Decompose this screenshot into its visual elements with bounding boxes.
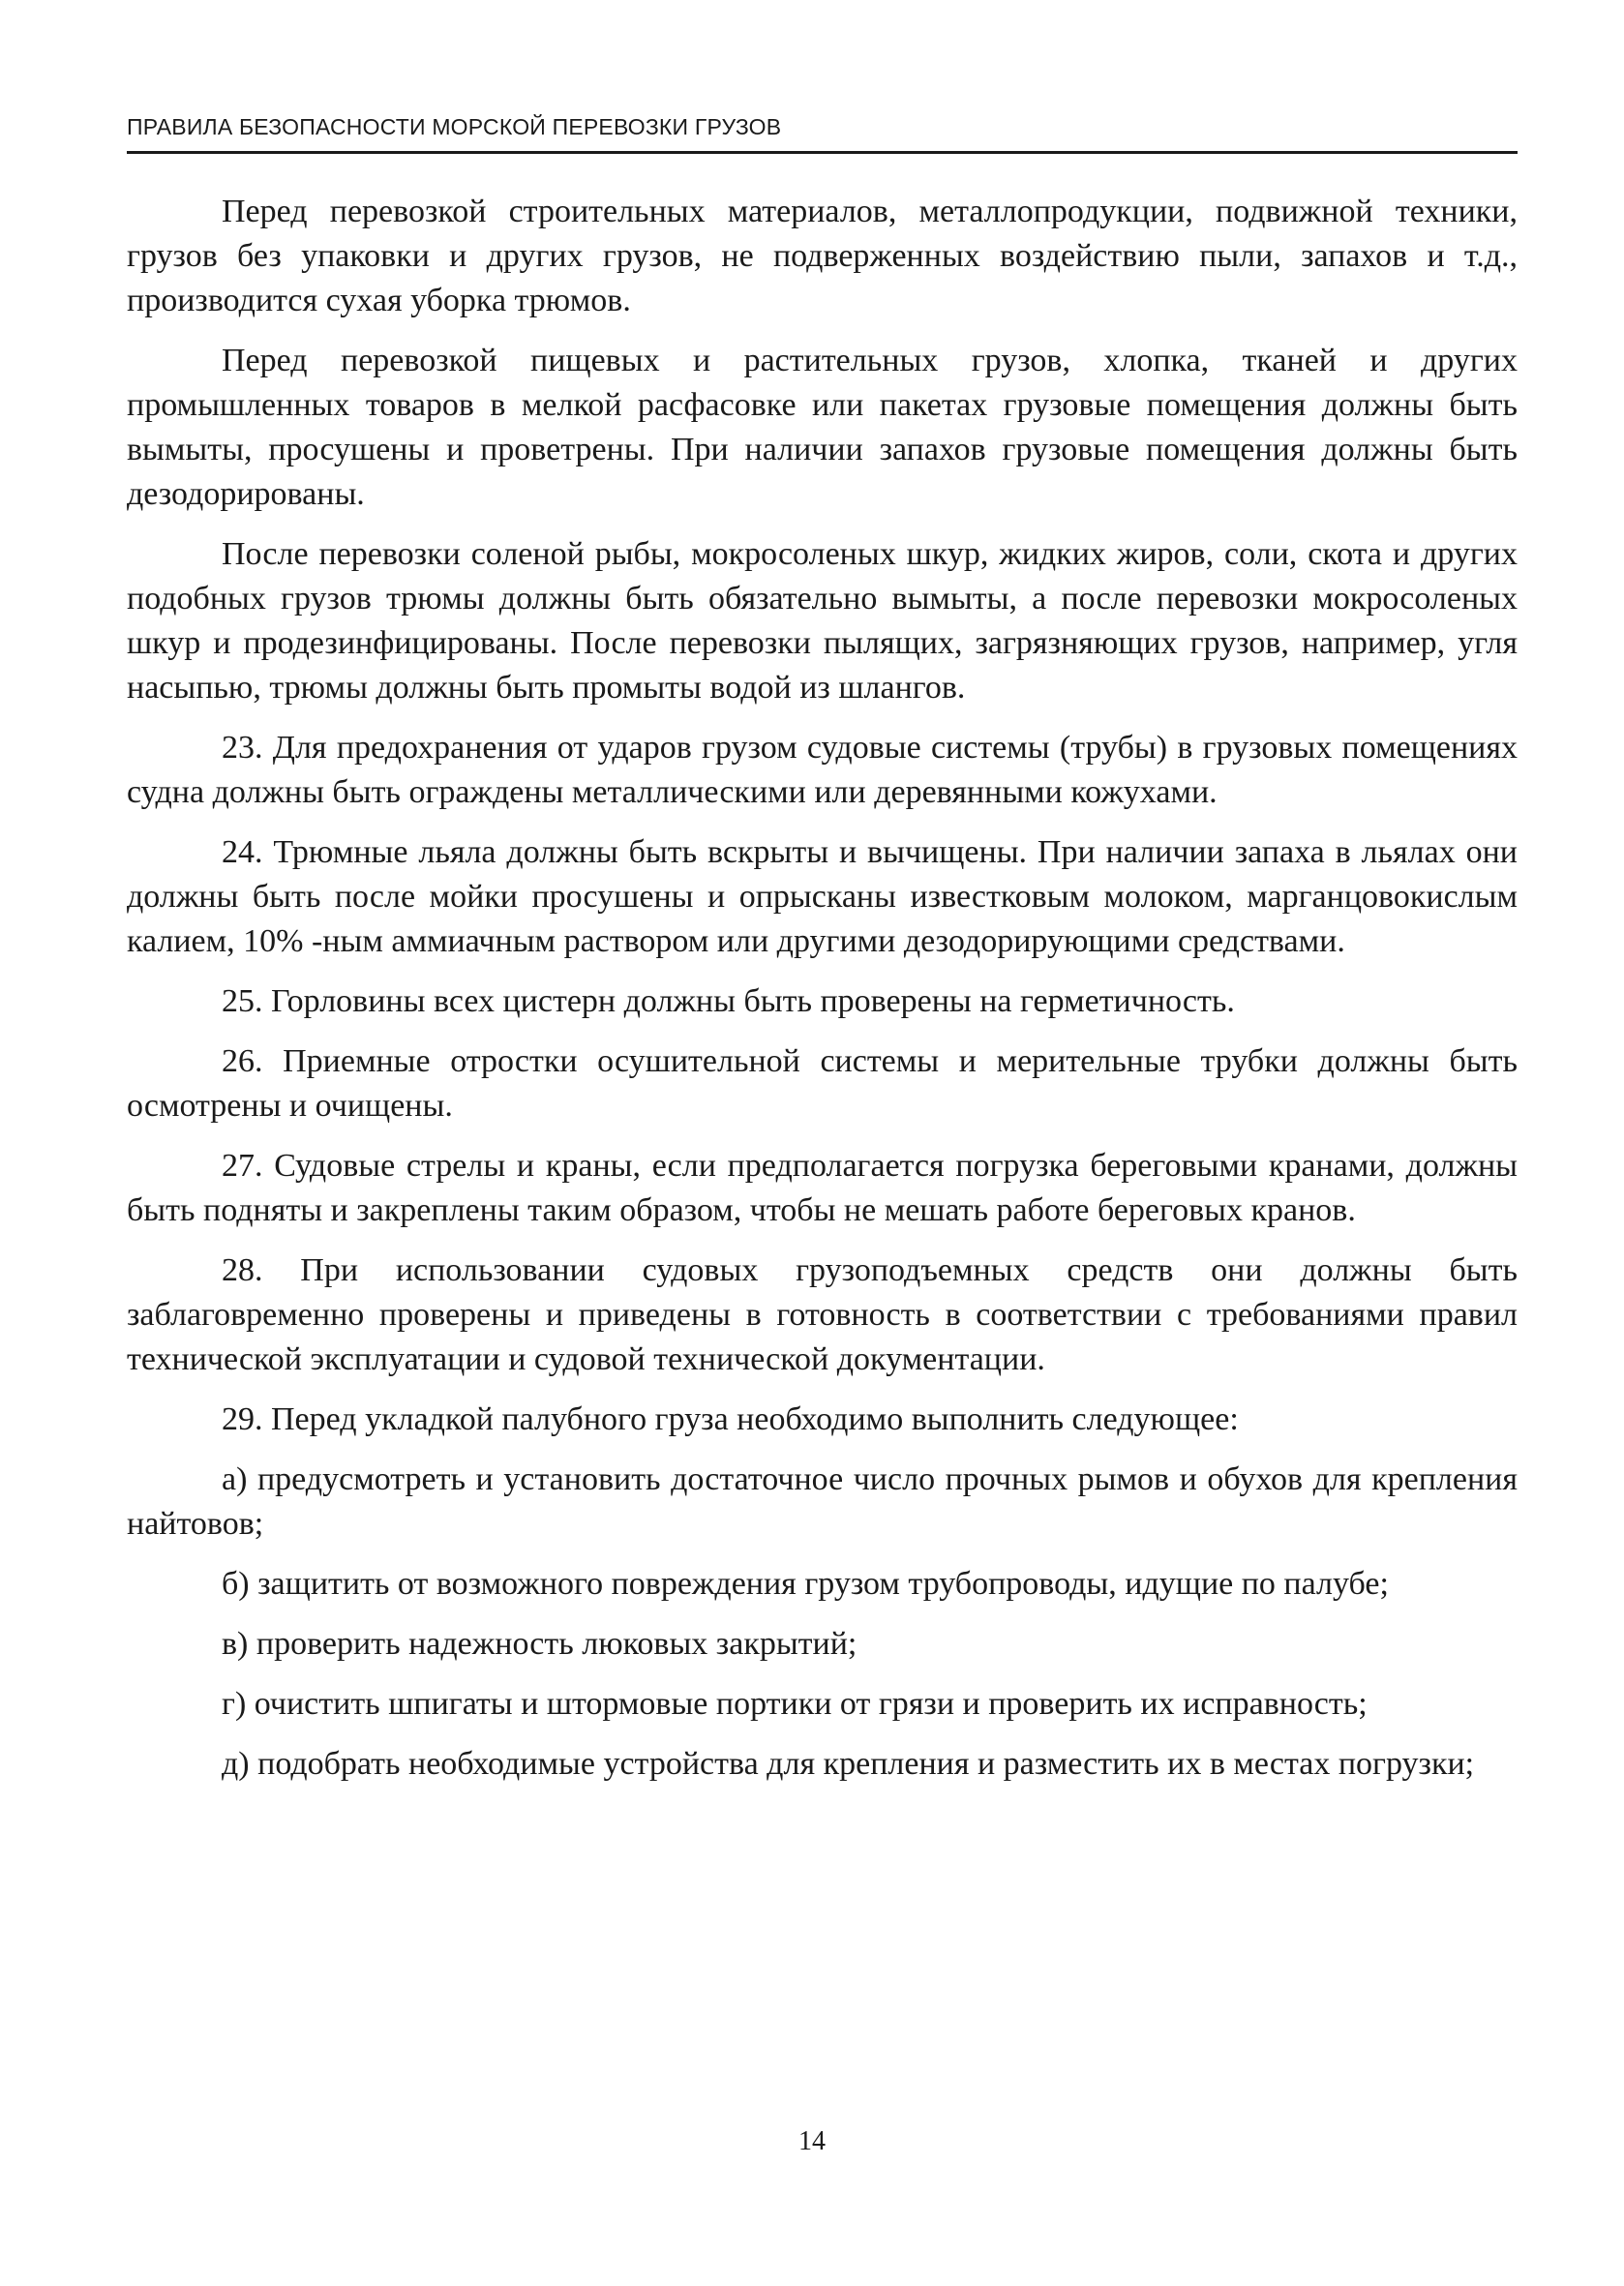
paragraph-item-25: 25. Горловины всех цистерн должны быть проверены на герметичность.	[222, 983, 1235, 1019]
body-text	[127, 190, 1518, 1802]
list-item-d: д) подобрать необходимые устройства для крепления и разместить их в местах погрузки;	[222, 1746, 1475, 1782]
paragraph-item-23: 23. Для предохранения от ударов грузом судовые системы (трубы) в грузовых помещениях судна должны быть ограждены металлическими или деревянными кожухами.	[127, 730, 1518, 810]
page-number: 14	[798, 2126, 826, 2156]
paragraph-after-transport: После перевозки соленой рыбы, мокросоленых шкур, жидких жиров, соли, скота и других подобных грузов трюмы должны быть обязательно вымыты, а после перевозки мокросоленых шкур и продезинфицированы. После перевозки пылящих, загрязняющих грузов, например, угля насыпью, трюмы должны быть промыты водой из шлангов.	[127, 536, 1518, 706]
paragraph-item-28: 28. При использовании судовых грузоподъемных средств они должны быть заблаговременно проверены и приведены в готовность в соответствии с требованиями правил технической эксплуатации и судовой технической документации.	[127, 1252, 1518, 1377]
running-header: ПРАВИЛА БЕЗОПАСНОСТИ МОРСКОЙ ПЕРЕВОЗКИ ГРУЗОВ	[127, 114, 782, 139]
header-rule	[127, 151, 1518, 154]
list-item-g: г) очистить шпигаты и штормовые портики от грязи и проверить их исправность;	[222, 1686, 1368, 1722]
paragraph-item-27: 27. Судовые стрелы и краны, если предполагается погрузка береговыми кранами, должны быть подняты и закреплены таким образом, чтобы не мешать работе береговых кранов.	[127, 1148, 1518, 1228]
paragraph-dry-cleaning: Перед перевозкой строительных материалов, металлопродукции, подвижной техники, грузов без упаковки и других грузов, не подверженных воздействию пыли, запахов и т.д., производится сухая уборка трюмов.	[127, 194, 1518, 318]
list-item-a: а) предусмотреть и установить достаточное число прочных рымов и обухов для крепления найтовов;	[127, 1461, 1518, 1542]
list-item-v: в) проверить надежность люковых закрытий;	[222, 1626, 857, 1662]
paragraph-item-29: 29. Перед укладкой палубного груза необходимо выполнить следующее:	[222, 1401, 1239, 1437]
paragraph-item-24: 24. Трюмные льяла должны быть вскрыты и вычищены. При наличии запаха в льялах они должны быть после мойки просушены и опрысканы известковым молоком, марганцовокислым калием, 10% -ным аммиачным раствором или другими дезодорирующими средствами.	[127, 834, 1518, 959]
paragraph-item-26: 26. Приемные отростки осушительной системы и мерительные трубки должны быть осмотрены и очищены.	[127, 1043, 1518, 1124]
list-item-b: б) защитить от возможного повреждения грузом трубопроводы, идущие по палубе;	[222, 1566, 1389, 1602]
paragraph-food-cargo: Перед перевозкой пищевых и растительных грузов, хлопка, тканей и других промышленных товаров в мелкой расфасовке или пакетах грузовые помещения должны быть вымыты, просушены и проветрены. При наличии запахов грузовые помещения должны быть дезодорированы.	[127, 343, 1518, 512]
